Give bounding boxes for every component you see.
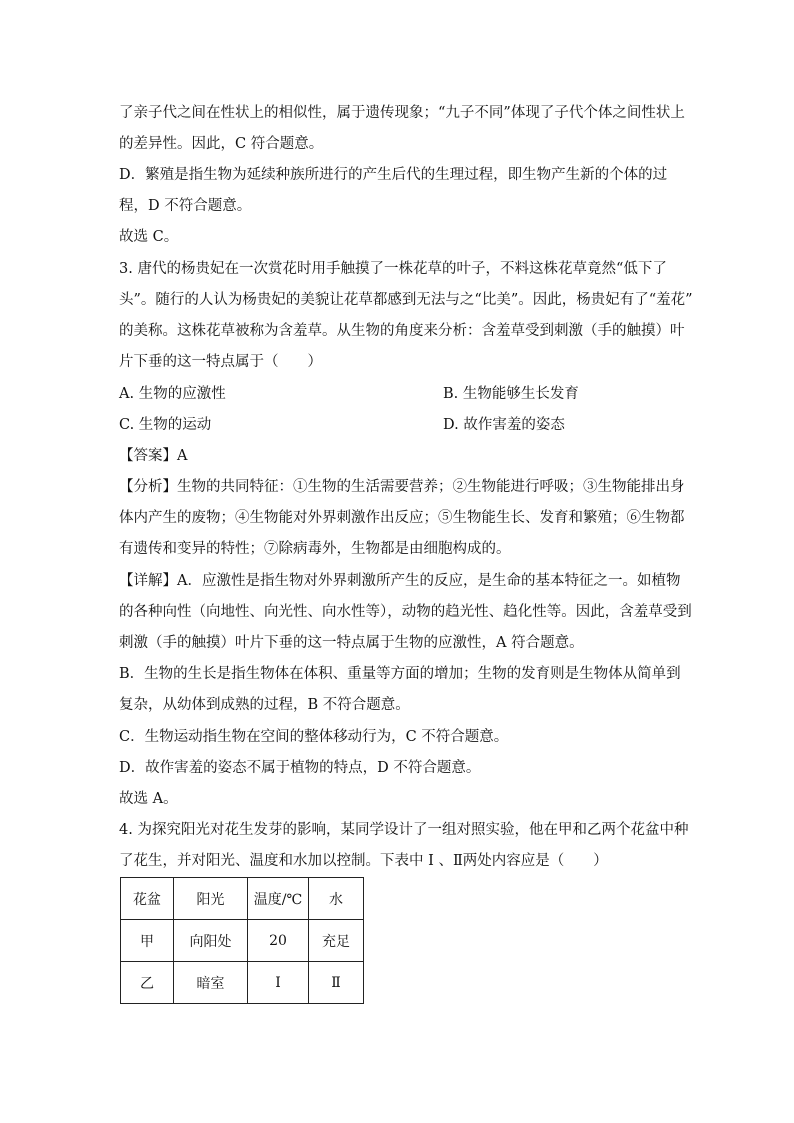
table-cell: Ⅰ [248, 962, 309, 1004]
answer-choice-line: 故选 A。 [119, 791, 178, 807]
table-header-cell: 温度/℃ [248, 878, 309, 920]
question-3-line: 片下垂的这一特点属于（ ） [119, 354, 322, 370]
table-cell: 向阳处 [174, 920, 248, 962]
experiment-table [120, 877, 364, 1004]
option-b: B. 生物能够生长发育 [443, 386, 579, 402]
text-line: 程，D 不符合题意。 [119, 198, 252, 214]
explanation-line: 【详解】A．应激性是指生物对外界刺激所产生的反应，是生命的基本特征之一。如植物 [119, 573, 681, 589]
analysis-line: 体内产生的废物；④生物能对外界刺激作出反应；⑤生物能生长、发育和繁殖；⑥生物都 [119, 510, 685, 526]
table-header-row [121, 878, 364, 920]
text-line: 了亲子代之间在性状上的相似性，属于遗传现象；“九子不同”体现了子代个体之间性状上 [119, 105, 685, 121]
option-c: C. 生物的运动 [119, 417, 212, 433]
explanation-line: 的各种向性（向地性、向光性、向水性等），动物的趋光性、趋化性等。因此，含羞草受到 [119, 604, 692, 620]
analysis-line: 有遗传和变异的特性；⑦除病毒外，生物都是由细胞构成的。 [119, 541, 511, 557]
table-header-cell: 水 [309, 878, 364, 920]
table-cell: Ⅱ [309, 962, 364, 1004]
explanation-line: 刺激（手的触摸）叶片下垂的这一特点属于生物的应激性，A 符合题意。 [119, 635, 584, 651]
analysis-line: 【分析】生物的共同特征：①生物的生活需要营养；②生物能进行呼吸；③生物能排出身 [119, 479, 685, 495]
table-cell: 暗室 [174, 962, 248, 1004]
answer-line: 【答案】A [119, 448, 188, 464]
question-4-line: 4. 为探究阳光对花生发芽的影响，某同学设计了一组对照实验，他在甲和乙两个花盆中种 [119, 822, 689, 838]
question-3-line: 3. 唐代的杨贵妃在一次赏花时用手触摸了一株花草的叶子，不料这株花草竟然“低下了 [119, 261, 667, 277]
text-line: 的差异性。因此，C 符合题意。 [119, 136, 324, 152]
table-row [121, 962, 364, 1004]
table-header-cell: 花盆 [121, 878, 174, 920]
option-d: D. 故作害羞的姿态 [443, 417, 565, 433]
table-cell: 充足 [309, 920, 364, 962]
table-cell: 20 [248, 920, 309, 962]
question-3-line: 的美称。这株花草被称为含羞草。从生物的角度来分析：含羞草受到刺激（手的触摸）叶 [119, 323, 685, 339]
option-a: A. 生物的应激性 [119, 386, 226, 402]
explanation-line: 复杂，从幼体到成熟的过程，B 不符合题意。 [119, 697, 410, 713]
table-row [121, 920, 364, 962]
table-header-cell: 阳光 [174, 878, 248, 920]
table-cell: 乙 [121, 962, 174, 1004]
text-line: D．繁殖是指生物为延续种族所进行的产生后代的生理过程，即生物产生新的个体的过 [119, 167, 668, 183]
explanation-line: B．生物的生长是指生物体在体积、重量等方面的增加；生物的发育则是生物体从简单到 [119, 666, 681, 682]
explanation-line: C．生物运动指生物在空间的整体移动行为，C 不符合题意。 [119, 729, 509, 745]
question-4-line: 了花生，并对阳光、温度和水加以控制。下表中 Ⅰ 、Ⅱ两处内容应是（ ） [119, 853, 608, 869]
explanation-line: D．故作害羞的姿态不属于植物的特点，D 不符合题意。 [119, 760, 481, 776]
table-cell: 甲 [121, 920, 174, 962]
question-3-line: 头”。随行的人认为杨贵妃的美貌让花草都感到无法与之“比美”。因此，杨贵妃有了“羞花” [119, 292, 693, 308]
text-line: 故选 C。 [119, 229, 179, 245]
